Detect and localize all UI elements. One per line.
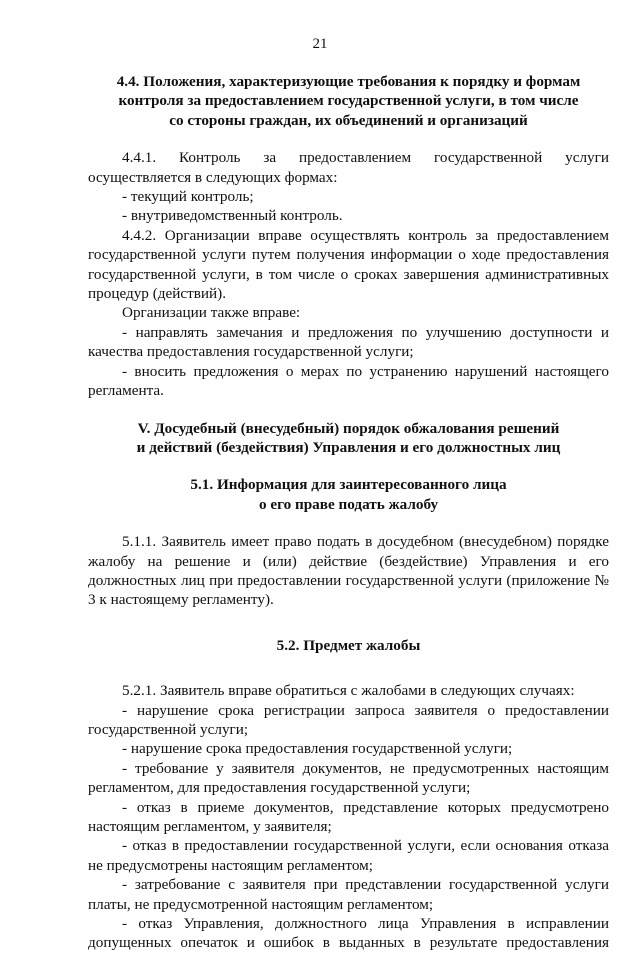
heading-line: V. Досудебный (внесудебный) порядок обжалования решений [137, 419, 560, 437]
paragraph-organizations: Организации также вправе: [122, 304, 301, 322]
paragraph-4-4-2: 4.4.2. Организации вправе осуществлять контроль за предоставлением государственной услуги путем получения информации о ходе предоставления государственной услуги, в том числе о сроках завершения административных процедур (действий). [88, 226, 609, 303]
section-5-2-heading [88, 636, 609, 655]
paragraph-5-2-1: 5.2.1. Заявитель вправе обратиться с жалобами в следующих случаях: [122, 682, 575, 700]
paragraph-5-1-1: 5.1.1. Заявитель имеет право подать в досудебном (внесудебном) порядке жалобу на решение и (или) действие (бездействие) Управления и его должностных лиц при предоставлении государственной услуги (приложение № 3 к настоящему регламенту). [88, 533, 609, 609]
paragraph-remarks: - направлять замечания и предложения по улучшению доступности и качества предоставления государственной услуги; [88, 323, 609, 361]
list-item: - отказ в предоставлении государственной услуги, если основания отказа не предусмотрены настоящим регламентом; [88, 837, 609, 874]
heading-line: 5.1. Информация для заинтересованного лица [190, 476, 507, 494]
section-5-1-heading [88, 475, 609, 514]
list-item: - отказ в приеме документов, представление которых предусмотрено настоящим регламентом, у заявителя; [88, 798, 609, 835]
page-number: 21 [312, 36, 328, 52]
heading-line: контроля за предоставлением государственной услуги, в том числе [118, 92, 579, 110]
section-4-4-heading [88, 72, 609, 130]
list-item: - отказ Управления, должностного лица Управления в исправлении допущенных опечаток и ошибок в выданных в результате предоставления [88, 915, 609, 952]
list-item: - нарушение срока предоставления государственной услуги; [122, 740, 513, 758]
heading-line: со стороны граждан, их объединений и организаций [169, 111, 528, 129]
heading-line: 5.2. Предмет жалобы [276, 636, 421, 654]
list-item: - внутриведомственный контроль. [122, 207, 343, 225]
list-item: - затребование с заявителя при представлении государственной услуги платы, не предусмотренной настоящим регламентом; [88, 876, 609, 913]
heading-line: и действий (бездействия) Управления и его должностных лиц [136, 438, 561, 456]
heading-line: 4.4. Положения, характеризующие требования к порядку и формам [116, 73, 581, 90]
section-5-heading [88, 419, 609, 458]
paragraph-4-4-1: 4.4.1. Контроль за предоставлением государственной услуги осуществляется в следующих формах: [88, 149, 609, 186]
list-item: - нарушение срока регистрации запроса заявителя о предоставлении государственной услуги; [88, 701, 609, 738]
paragraph-proposals: - вносить предложения о мерах по устранению нарушений настоящего регламента. [88, 362, 609, 400]
heading-line: о его праве подать жалобу [258, 495, 439, 513]
list-item: - текущий контроль; [122, 188, 254, 206]
list-item: - требование у заявителя документов, не предусмотренных настоящим регламентом, для предоставления государственной услуги; [88, 759, 609, 797]
document-body [88, 66, 609, 953]
